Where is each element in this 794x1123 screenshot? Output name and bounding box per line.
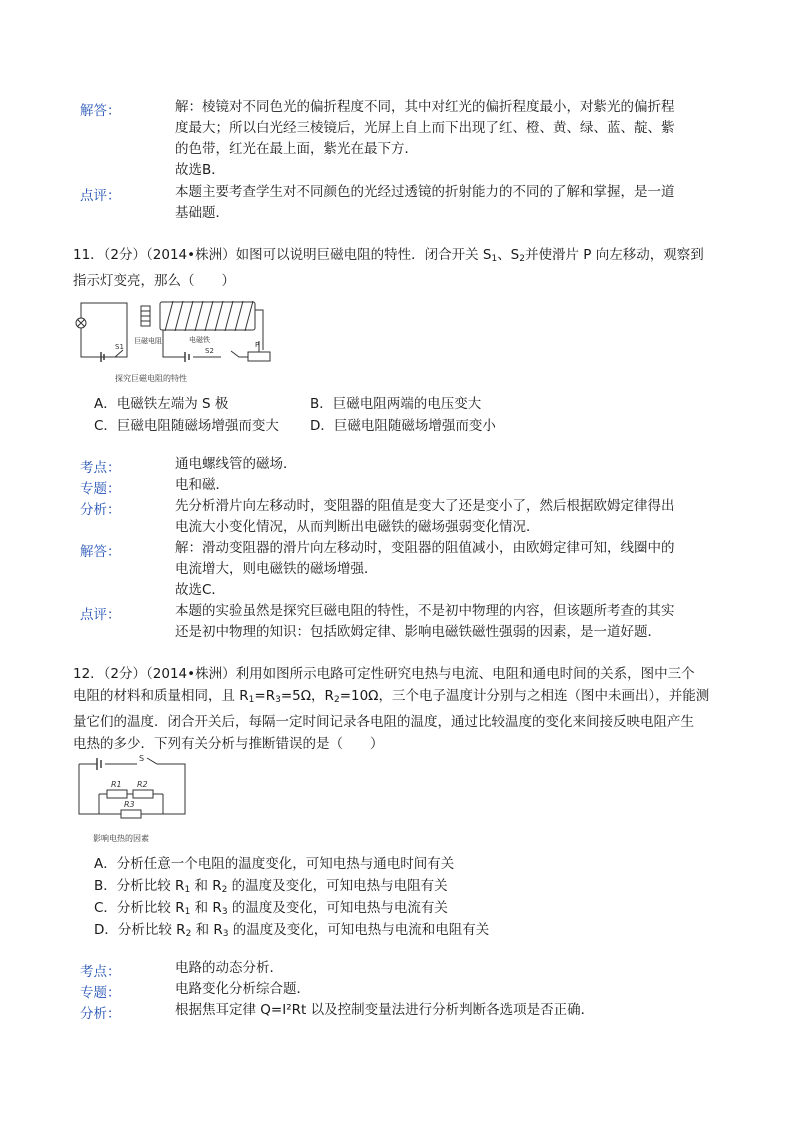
svg-text:R1: R1 [111,780,122,789]
svg-text:S2: S2 [205,347,214,355]
svg-text:R2: R2 [137,780,148,789]
option-b[interactable]: B．巨磁电阻两端的电压变大 [310,396,482,412]
fenxi-label: 分析： [80,502,121,518]
option-d[interactable]: D．分析比较 $R_2$ 和 $R_3$ 的温度及变化，可知电热与电流和电阻有关 [94,922,490,939]
kaodian-text: 通电螺线管的磁场． [175,456,297,472]
option-a[interactable]: A．分析任意一个电阻的温度变化，可知电热与通电时间有关 [94,856,455,872]
comment-text: 本题主要考查学生对不同颜色的光经过透镜的折射能力的不同的了解和掌握，是一道 基础题． [175,184,675,221]
svg-text:探究巨磁电阻的特性: 探究巨磁电阻的特性 [115,374,187,383]
answer-text: 解：滑动变阻器的滑片向左移动时，变阻器的阻值减小，由欧姆定律可知，线圈中的 电流增大，则电磁铁的磁场增强． 故选C． [175,540,675,598]
svg-text:电磁铁: 电磁铁 [189,336,210,344]
question-12-stem: 12．（2分）（2014•株洲）利用如图所示电路可定性研究电热与电流、电阻和通电时间的关系，图中三个 电阻的材料和质量相同，且 $R_1=R_3=5\Omega$，$R_2=10\Omega$，三个电子温度计分别与之相连（图中未画出），并能测 量它们的温度．闭合开关后，每隔一定时间记录各电阻的温度，通过比较温度的变化来间接反映电阻产生 电热的多少．下列有关分析与推断错误的是（ ） [73,666,710,752]
option-c[interactable]: C．分析比较 $R_1$ 和 $R_3$ 的温度及变化，可知电热与电流有关 [94,900,448,917]
fenxi-label: 分析： [80,1006,121,1022]
fenxi-text: 根据焦耳定律 Q=I²Rt 以及控制变量法进行分析判断各选项是否正确． [175,1002,595,1018]
option-b[interactable]: B．分析比较 $R_1$ 和 $R_2$ 的温度及变化，可知电热与电阻有关 [94,878,448,895]
question-11-stem: 11．（2分）（2014•株洲）如图可以说明巨磁电阻的特性．闭合开关 $S_1$、$S_2$并使滑片 P 向左移动，观察到 指示灯变亮，那么（ ） [73,247,704,289]
svg-text:影响电热的因素: 影响电热的因素 [93,834,149,843]
gmr-circuit-figure [75,295,275,387]
comment-label: 点评： [80,188,121,204]
kaodian-text: 电路的动态分析． [175,960,283,976]
heat-circuit-figure [75,752,190,847]
option-d[interactable]: D．巨磁电阻随磁场增强而变小 [310,418,496,434]
fenxi-text: 先分析滑片向左移动时，变阻器的阻值是变大了还是变小了，然后根据欧姆定律得出 电流大小变化情况，从而判断出电磁铁的磁场强弱变化情况． [175,498,675,535]
zhuanti-text: 电和磁． [175,477,229,493]
svg-text:S: S [139,754,145,763]
answer-label: 解答： [80,103,121,119]
option-c[interactable]: C．巨磁电阻随磁场增强而变大 [94,418,279,434]
answer-label: 解答： [80,544,121,560]
zhuanti-text: 电路变化分析综合题． [175,981,310,997]
svg-text:R3: R3 [124,800,135,809]
answer-text: 解：棱镜对不同色光的偏折程度不同，其中对红光的偏折程度最小，对紫光的偏折程 度最大；所以白光经三棱镜后，光屏上自上而下出现了红、橙、黄、绿、蓝、靛、紫 的色带，红光在最上面，紫光在最下方． 故选B． [175,99,675,178]
comment-text: 本题的实验虽然是探究巨磁电阻的特性，不是初中物理的内容，但该题所考查的其实 还是初中物理的知识：包括欧姆定律、影响电磁铁磁性强弱的因素，是一道好题． [175,603,675,640]
svg-text:巨磁电阻: 巨磁电阻 [134,337,162,345]
kaodian-label: 考点： [80,460,121,476]
svg-text:P: P [255,341,260,349]
zhuanti-label: 专题： [80,985,121,1001]
comment-label: 点评： [80,607,121,623]
option-a[interactable]: A．电磁铁左端为 S 极 [94,396,229,412]
svg-text:S1: S1 [115,343,124,351]
zhuanti-label: 专题： [80,481,121,497]
kaodian-label: 考点： [80,964,121,980]
